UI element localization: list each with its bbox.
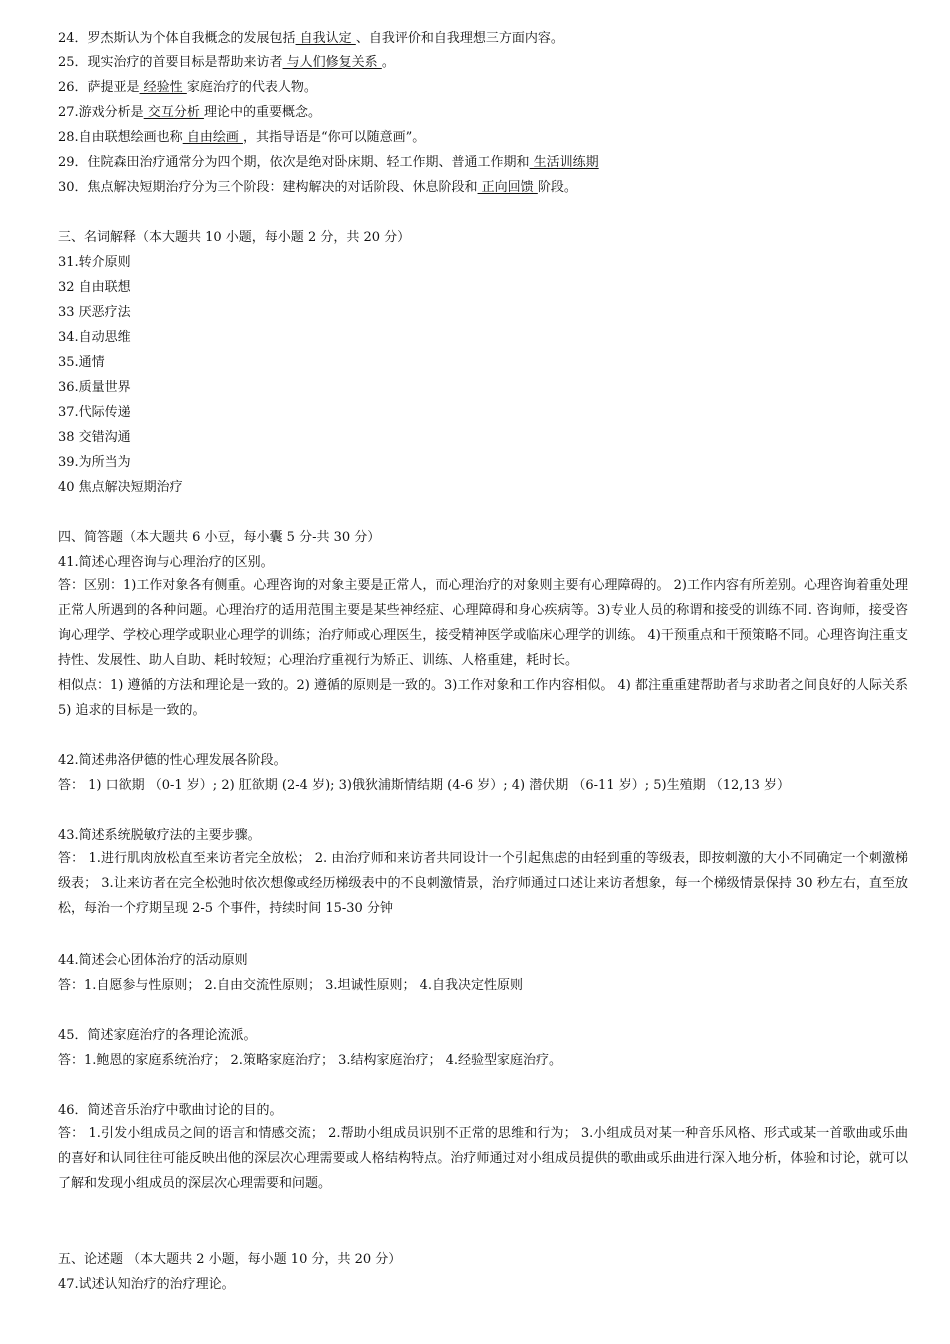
term-item: 36.质量世界 — [58, 380, 131, 395]
q25-tail: 。 — [381, 55, 395, 70]
q46-answer: 答： 1.引发小组成员之间的语言和情感交流； 2.帮助小组成员识别不正常的思维和行为； 3.小组成员对某一种音乐风格、形式或某一首歌曲或乐曲的喜好和认同往往可能反映出他的深层次心理需要或人格结构特点。治疗师通过对小组成员提供的歌曲或乐曲进行深入地分析，体验和讨论，就可以了解和发现小组成员的深层次心理需要和问题。 — [58, 1126, 908, 1191]
q25-answer: 与人们修复关系 — [282, 55, 382, 70]
term-item: 33 厌恶疗法 — [58, 305, 131, 320]
q27-text: 27.游戏分析是 — [58, 105, 144, 120]
q26-answer: 经验性 — [139, 80, 187, 95]
q29-text: 29．住院森田治疗通常分为四个期，依次是绝对卧床期、轻工作期、普通工作期和 — [58, 155, 530, 170]
q44-answer: 答：1.自愿参与性原则； 2.自由交流性原则； 3.坦诚性原则； 4.自我决定性原则 — [58, 978, 524, 993]
section-4-heading: 四、简答题（本大题共 6 小豆，每小囊 5 分-共 30 分） — [58, 530, 381, 545]
q41-answer — [58, 573, 908, 723]
q43-answer: 答： 1.进行肌肉放松直至来访者完全放松； 2. 由治疗师和来访者共同设计一个引起焦虑的由轻到重的等级表，即按刺激的大小不同确定一个刺激梯级表； 3.让来访者在完全松弛时依次想像或经历梯级表中的不良刺激情景，治疗师通过口述让来访者想象，每一个梯级情景保持 30 秒左右，直至放松，每治一个疗期呈现 2-5 个事件，持续时间 15-30 分钟 — [58, 851, 908, 916]
term-item: 34.自动思维 — [58, 330, 131, 345]
question-28 — [58, 129, 425, 147]
q30-tail: 阶段。 — [537, 180, 577, 195]
section-5-heading: 五、论述题 （本大题共 2 小题，每小题 10 分，共 20 分） — [58, 1252, 402, 1267]
q29-answer: 生活训练期 — [529, 155, 599, 170]
term-item: 39.为所当为 — [58, 455, 131, 470]
q28-text: 28.自由联想绘画也称 — [58, 130, 183, 145]
term-item: 35.通情 — [58, 355, 105, 370]
q42-title: 42.简述弗洛伊德的性心理发展各阶段。 — [58, 753, 287, 768]
q24-tail: 、自我评价和自我理想三方面内容。 — [355, 31, 564, 46]
question-27 — [58, 104, 321, 122]
q46-title: 46．简述音乐治疗中歌曲讨论的目的。 — [58, 1103, 283, 1118]
question-24 — [58, 30, 564, 48]
q24-text: 24．罗杰斯认为个体自我概念的发展包括 — [58, 31, 296, 46]
question-26 — [58, 79, 317, 97]
q41-answer-similarities: 相似点：1) 遵循的方法和理论是一致的。2) 遵循的原则是一致的。3)工作对象和工作内容相似。 4) 都注重重建帮助者与求助者之间良好的人际关系 5) 追求的目标是一致的。 — [58, 678, 908, 718]
question-25 — [58, 54, 395, 72]
q30-text: 30．焦点解决短期治疗分为三个阶段：建构解决的对话阶段、休息阶段和 — [58, 180, 478, 195]
q28-tail: ，其指导语是“你可以随意画”。 — [242, 130, 426, 145]
q26-tail: 家庭治疗的代表人物。 — [186, 80, 317, 95]
q25-text: 25．现实治疗的首要目标是帮助来访者 — [58, 55, 283, 70]
section-3-heading: 三、名词解释（本大题共 10 小题，每小题 2 分，共 20 分） — [58, 230, 411, 245]
term-item: 40 焦点解决短期治疗 — [58, 480, 183, 495]
q45-answer: 答：1.鲍恩的家庭系统治疗； 2.策略家庭治疗； 3.结构家庭治疗； 4.经验型家庭治疗。 — [58, 1053, 563, 1068]
q43-title: 43.简述系统脱敏疗法的主要步骤。 — [58, 828, 261, 843]
q44-title: 44.简述会心团体治疗的活动原则 — [58, 953, 248, 968]
q41-title: 41.简述心理咨询与心理治疗的区别。 — [58, 555, 274, 570]
q41-answer-differences: 答：区别：1)工作对象各有侧重。心理咨询的对象主要是正常人，而心理治疗的对象则主要有心理障碍的。 2)工作内容有所差别。心理咨询着重处理正常人所遇到的各种问题。心理治疗的适用范围主要是某些神经症、心理障碍和身心疾病等。3)专业人员的称谓和接受的训练不同. 咨询师，接受咨询心理学、学校心理学或职业心理学的训练；治疗师或心理医生，接受精神医学或临床心理学的训练。 4)干预重点和干预策略不同。心理咨询注重支持性、发展性、助人自助、耗时较短；心理治疗重视行为矫正、训练、人格重建，耗时长。 — [58, 578, 908, 668]
term-item: 38 交错沟通 — [58, 430, 131, 445]
question-29 — [58, 154, 599, 172]
q24-answer: 自我认定 — [295, 31, 356, 46]
q30-answer: 正向回馈 — [477, 180, 538, 195]
q45-title: 45．简述家庭治疗的各理论流派。 — [58, 1028, 257, 1043]
question-30 — [58, 179, 577, 197]
q47-title: 47.试述认知治疗的治疗理论。 — [58, 1277, 235, 1292]
q28-answer: 自由绘画 — [182, 130, 243, 145]
q27-tail: 理论中的重要概念。 — [203, 105, 321, 120]
term-item: 32 自由联想 — [58, 280, 131, 295]
term-item: 31.转介原则 — [58, 255, 131, 270]
q26-text: 26．萨提亚是 — [58, 80, 140, 95]
q42-answer: 答： 1) 口欲期 （0-1 岁）; 2) 肛欲期 (2-4 岁); 3)俄狄浦斯情结期 (4-6 岁）; 4) 潜伏期 （6-11 岁）; 5)生殖期 （12,13 岁） — [58, 778, 791, 793]
q27-answer: 交互分析 — [143, 105, 204, 120]
term-item: 37.代际传递 — [58, 405, 131, 420]
